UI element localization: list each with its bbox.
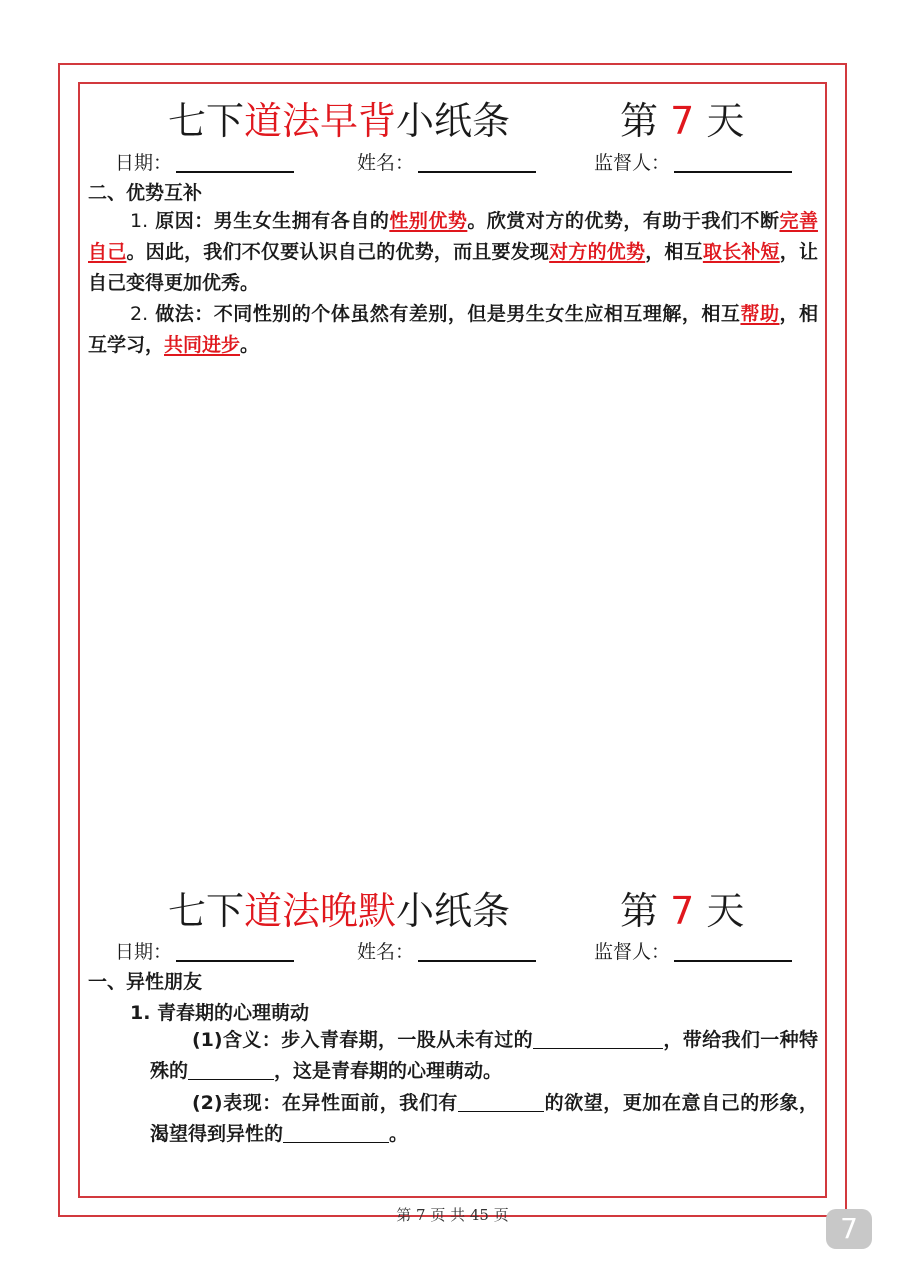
morning-day-counter: 第 7 天: [620, 99, 745, 143]
morning-title-name: 七下道法早背小纸条: [168, 99, 511, 143]
evening-section-heading: 一、异性朋友: [88, 971, 203, 993]
evening-title: [0, 874, 905, 934]
evening-date-field[interactable]: 日期：: [115, 937, 294, 964]
morning-point-1: 1. 原因：男生女生拥有各自的性别优势。欣赏对方的优势，有助于我们不断完善自己。因此，我们不仅要认识自己的优势，而且要发现对方的优势，相互取长补短，让自己变得更加优秀。: [88, 210, 818, 294]
evening-day-counter: 第 7 天: [620, 889, 745, 933]
morning-supervisor-field[interactable]: 监督人：: [594, 148, 792, 175]
morning-title: [0, 84, 905, 144]
fill-blank[interactable]: [533, 1048, 663, 1049]
evening-item-1: (1)含义：步入青春期，一股从未有过的 ，带给我们一种特殊的 ，这是青春期的心理萌动。: [150, 1029, 818, 1082]
fill-blank[interactable]: [283, 1142, 389, 1143]
evening-subheading: 1. 青春期的心理萌动: [130, 1002, 310, 1024]
fill-blank[interactable]: [188, 1079, 274, 1080]
page-footer: 第 7 页 共 45 页: [396, 1206, 509, 1224]
evening-name-field[interactable]: 姓名：: [357, 937, 536, 964]
evening-title-name: 七下道法晚默小纸条: [168, 889, 511, 933]
evening-item-2: (2)表现：在异性面前，我们有 的欲望，更加在意自己的形象，渴望得到异性的 。: [150, 1092, 818, 1145]
fill-blank[interactable]: [458, 1111, 544, 1112]
evening-info-row: [0, 937, 905, 967]
morning-point-2: 2. 做法：不同性别的个体虽然有差别，但是男生女生应相互理解，相互帮助，相互学习，共同进步。: [88, 303, 818, 356]
evening-supervisor-field[interactable]: 监督人：: [594, 937, 792, 964]
page-number-badge: 7: [826, 1209, 872, 1249]
morning-name-field[interactable]: 姓名：: [357, 148, 536, 175]
morning-info-row: [0, 148, 905, 178]
morning-section-heading: 二、优势互补: [88, 182, 203, 204]
morning-date-field[interactable]: 日期：: [115, 148, 294, 175]
